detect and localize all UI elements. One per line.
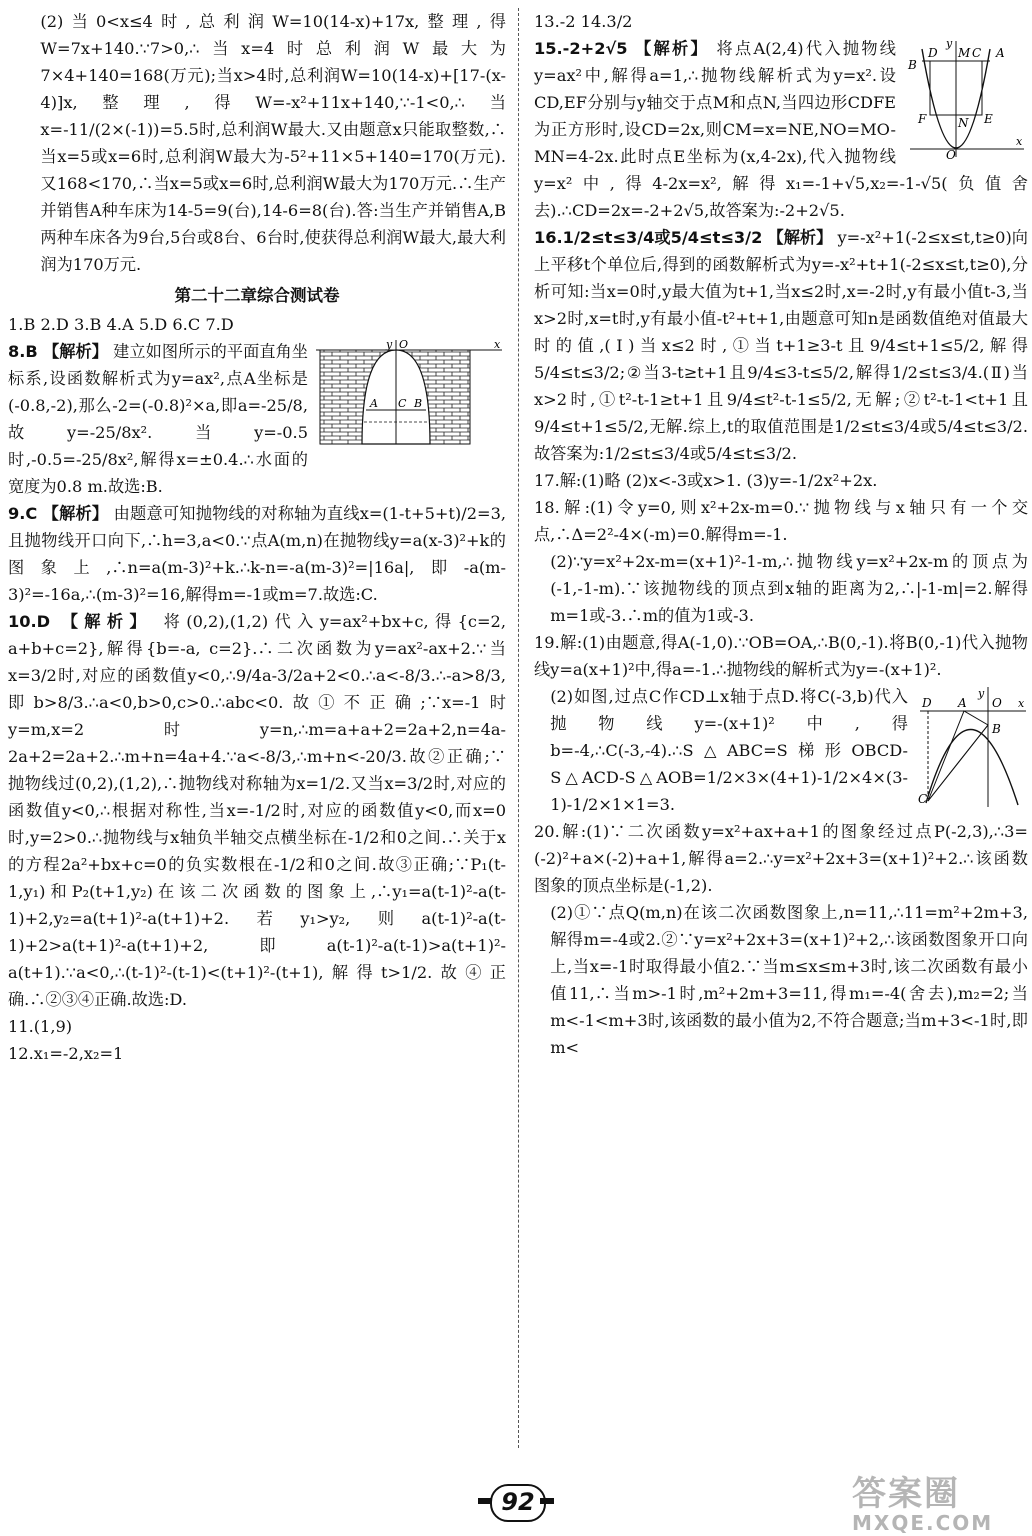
page-number-badge <box>478 1484 554 1518</box>
q18-part1: 18.解:(1)令y=0,则x²+2x-m=0.∵抛物线与x轴只有一个交点,∴Δ=2²-4×(-m)=0.解得m=-1. <box>534 498 1028 544</box>
bridge-parabola-figure <box>316 340 506 448</box>
q8-number: 8.B <box>8 342 38 361</box>
q8-block <box>8 338 506 500</box>
q9-block <box>8 500 506 608</box>
q16-text: y=-x²+1(-2≤x≤t,t≥0)向上平移t个单位后,得到的函数解析式为y=-x²+t+1(-2≤x≤t,t≥0),分析可知:当x=0时,y最大值为t+1,当x≤2时,x=-2时,y有最小值t-3,当x>2时,x=t时,y有最小值-t²+t+1,由题意可知n是函数值绝对值最大时的值,(Ⅰ)当x≤2时,①当t+1≥3-t且9/4≤t+1≤5/2,解得5/4≤t≤3/2;②当3-t≥t+1且9/4≤3-t≤5/2,解得1/2≤t≤3/4.(Ⅱ)当x>2时,①t²-t-1≥t+1且9/4≤t²-t-1≤5/2,无解;②t²-t-1<t+1且9/4≤t+1≤5/2,无解.综上,t的取值范围是1/2≤t≤3/4或5/4≤t≤3/2.故答案为:1/2≤t≤3/4或5/4≤t≤3/2. <box>534 228 1028 463</box>
q9-tag: 【解析】 <box>42 504 109 523</box>
right-column <box>534 8 1028 1061</box>
fig15-n-label: N <box>958 116 969 130</box>
q7-continued-text: (2)当0<x≤4时,总利润W=10(14-x)+17x,整理,得W=7x+140.∵7>0,∴当x=4时总利润W最大为7×4+140=168(万元);当x>4时,总利润W=10(14-x)+[17-(x-4)]x,整理,得W=-x²+11x+140,∵-1<0,∴当x=-11/(2×(-1))=5.5时,总利润W最大.又由题意x只能取整数,∴当x=5或x=6时,总利润W最大为-5²+11×5+140=170(万元).又168<170,∴当x=5或x=6时,总利润W最大为170万元.∴生产并销售A种车床为14-5=9(台),14-6=8(台).答:当生产并销售A,B两种车床各为9台,5台或8台、6台时,使获得总利润W最大,最大利润为170万元. <box>40 12 506 274</box>
q15-text: 将点A(2,4)代入抛物线y=ax²中,解得a=1,∴抛物线解析式为y=x².设CD,EF分别与y轴交于点M和点N,当四边形CDFE为正方形时,设CD=2x,则CM=x=NE,NO=MO-MN=4-2x.此时点E坐标为(x,4-2x),代入抛物线y=x²中,得4-2x=x²,解得x₁=-1+√5,x₂=-1-√5(负值舍去).∴CD=2x=-2+2√5,故答案为:-2+2√5. <box>534 39 1028 220</box>
q17-answer: 17.解:(1)略 (2)x<-3或x>1. (3)y=-1/2x²+2x. <box>534 471 878 490</box>
page-number: 92 <box>490 1484 546 1522</box>
fig8-c-label: C <box>398 397 407 410</box>
fig19-c-label: C <box>918 792 928 806</box>
q8-text: 建立如图所示的平面直角坐标系,设函数解析式为y=ax²,点A坐标是(-0.8,-2),那么-2=(-0.8)²×a,即a=-25/8,故y=-25/8x².当y=-0.5时,-0.5=-25/8x²,解得x=±0.4.∴水面的宽度为0.8 m.故选:B. <box>8 342 308 496</box>
page-number-right-wing <box>540 1498 554 1504</box>
q16-number: 16.1/2≤t≤3/4或5/4≤t≤3/2 <box>534 228 763 247</box>
fig15-e-label: E <box>984 112 993 126</box>
fig15-y-label: y <box>946 37 953 50</box>
q19-part2-block <box>534 683 1028 818</box>
column-divider <box>518 8 519 1448</box>
q15-block <box>534 35 1028 224</box>
square-in-parabola-figure <box>906 37 1028 159</box>
q12-answer: 12.x₁=-2,x₂=1 <box>8 1044 124 1063</box>
fig8-o-label: O <box>399 340 409 351</box>
q11-answer: 11.(1,9) <box>8 1017 73 1036</box>
fig15-m-label: M <box>958 46 971 60</box>
fig8-x-label: x <box>494 340 501 351</box>
left-column <box>8 8 506 1067</box>
fig19-y-label: y <box>978 687 985 700</box>
fig19-b-label: B <box>992 722 1001 736</box>
q20-part1: 20.解:(1)∵二次函数y=x²+ax+a+1的图象经过点P(-2,3),∴3=(-2)²+a×(-2)+a+1,解得a=2.∴y=x²+2x+3=(x+1)²+2.∴该函数图象的顶点坐标是(-1,2). <box>534 822 1028 895</box>
q13-14-answers: 13.-2 14.3/2 <box>534 12 633 31</box>
q19-part1: 19.解:(1)由题意,得A(-1,0).∵OB=OA,∴B(0,-1).将B(0,-1)代入抛物线y=a(x+1)²中,得a=-1.∴抛物线的解析式为y=-(x+1)². <box>534 633 1028 679</box>
q18-part2: (2)∵y=x²+2x-m=(x+1)²-1-m,∴抛物线y=x²+2x-m的顶点为(-1,-1-m).∵该抛物线的顶点到x轴的距离为2,∴|-1-m|=2.解得m=1或-3.∴m的值为1或-3. <box>550 552 1028 625</box>
q9-text: 由题意可知抛物线的对称轴为直线x=(1-t+5+t)/2=3,且抛物线开口向下,∴h=3,a<0.∵点A(m,n)在抛物线y=a(x-3)²+k的图象上,∴n=a(m-3)²+k.∴k-n=-a(m-3)²=|16a|,即-a(m-3)²=-16a,∴(m-3)²=16,解得m=-1或m=7.故选:C. <box>8 504 507 604</box>
watermark-logo <box>852 1466 1022 1535</box>
q15-tag: 【解析】 <box>635 39 709 58</box>
q19-part2-text: (2)如图,过点C作CD⊥x轴于点D.将C(-3,b)代入抛物线y=-(x+1)²中,得b=-4,∴C(-3,-4).∴S△ABC=S梯形OBCD-S△ACD-S△AOB=1/2×3×(4+1)-1/2×4×(3-1)-1/2×1×1=3. <box>550 687 908 814</box>
fig8-y-label: y <box>386 340 393 351</box>
fig15-f-label: F <box>918 112 927 126</box>
fig8-b-label: B <box>414 397 423 410</box>
fig15-x-label: x <box>1016 135 1023 148</box>
fig19-a-label: A <box>958 696 967 710</box>
q8-tag: 【解析】 <box>42 342 108 361</box>
q15-number: 15.-2+2√5 <box>534 39 628 58</box>
chapter-title: 第二十二章综合测试卷 <box>174 286 340 305</box>
fig15-o-label: O <box>946 148 956 159</box>
watermark-en: MXQE.COM <box>852 1511 994 1535</box>
fig19-d-label: D <box>922 696 932 710</box>
fig15-b-label: B <box>908 58 917 72</box>
q10-number: 10.D <box>8 612 51 631</box>
fig19-o-label: O <box>992 696 1002 710</box>
fig15-a-label: A <box>996 46 1005 60</box>
q9-number: 9.C <box>8 504 38 523</box>
watermark-cn: 答案圈 <box>852 1474 960 1514</box>
fig15-d-label: D <box>928 46 938 60</box>
q10-block <box>8 608 506 1013</box>
triangle-parabola-figure <box>918 685 1028 807</box>
q10-tag: 【解析】 <box>61 612 153 631</box>
q20-part2: (2)①∵点Q(m,n)在该二次函数图象上,n=11,∴11=m²+2m+3,解得m=-4或2.②∵y=x²+2x+3=(x+1)²+2,∴该函数图象开口向上,当x=-1时取得最小值2.∵当m≤x≤m+3时,该二次函数有最小值11,∴当m>-1时,m²+2m+3=11,得m₁=-4(舍去),m₂=2;当m<-1<m+3时,该函数的最小值为2,不符合题意;当m+3<-1时,即m< <box>550 903 1028 1057</box>
q16-block <box>534 224 1028 467</box>
q10-text: 将(0,2),(1,2)代入y=ax²+bx+c,得{c=2, a+b+c=2},解得{b=-a, c=2}.∴二次函数为y=ax²-ax+2.∵当x=3/2时,对应的函数值y<0,∴9/4a-3/2a+2<0.∴a<-8/3.∴-a>8/3,即b>8/3.∴a<0,b>0,c>0.∴abc<0.故①不正确;∵x=-1时y=m,x=2时y=n,∴m=a+a+2=2a+2,n=4a-2a+2=2a+2.∴m+n=4a+4.∵a<-8/3,∴m+n<-20/3.故②正确;∵抛物线过(0,2),(1,2),∴抛物线对称轴为x=1/2.又当x=3/2时,对应的函数值y<0,∴根据对称性,当x=-1/2时,对应的函数值y<0,而x=0时,y=2>0.∴抛物线与x轴负半轴交点横坐标在-1/2和0之间.∴关于x的方程2a²+bx+c=0的负实数根在-1/2和0之间.故③正确;∵P₁(t-1,y₁)和P₂(t+1,y₂)在该二次函数的图象上,∴y₁=a(t-1)²-a(t-1)+2,y₂=a(t+1)²-a(t+1)+2.若y₁>y₂,则a(t-1)²-a(t-1)+2>a(t+1)²-a(t+1)+2,即a(t-1)²-a(t-1)>a(t+1)²-a(t+1).∵a<0,∴(t-1)²-(t-1)<(t+1)²-(t+1),解得t>1/2.故④正确.∴②③④正确.故选:D. <box>8 612 506 1009</box>
fig15-c-label: C <box>972 46 982 60</box>
q16-tag: 【解析】 <box>767 228 833 247</box>
fig8-a-label: A <box>370 397 378 410</box>
fig19-x-label: x <box>1018 697 1025 710</box>
answers-1-7: 1.B 2.D 3.B 4.A 5.D 6.C 7.D <box>8 315 234 334</box>
